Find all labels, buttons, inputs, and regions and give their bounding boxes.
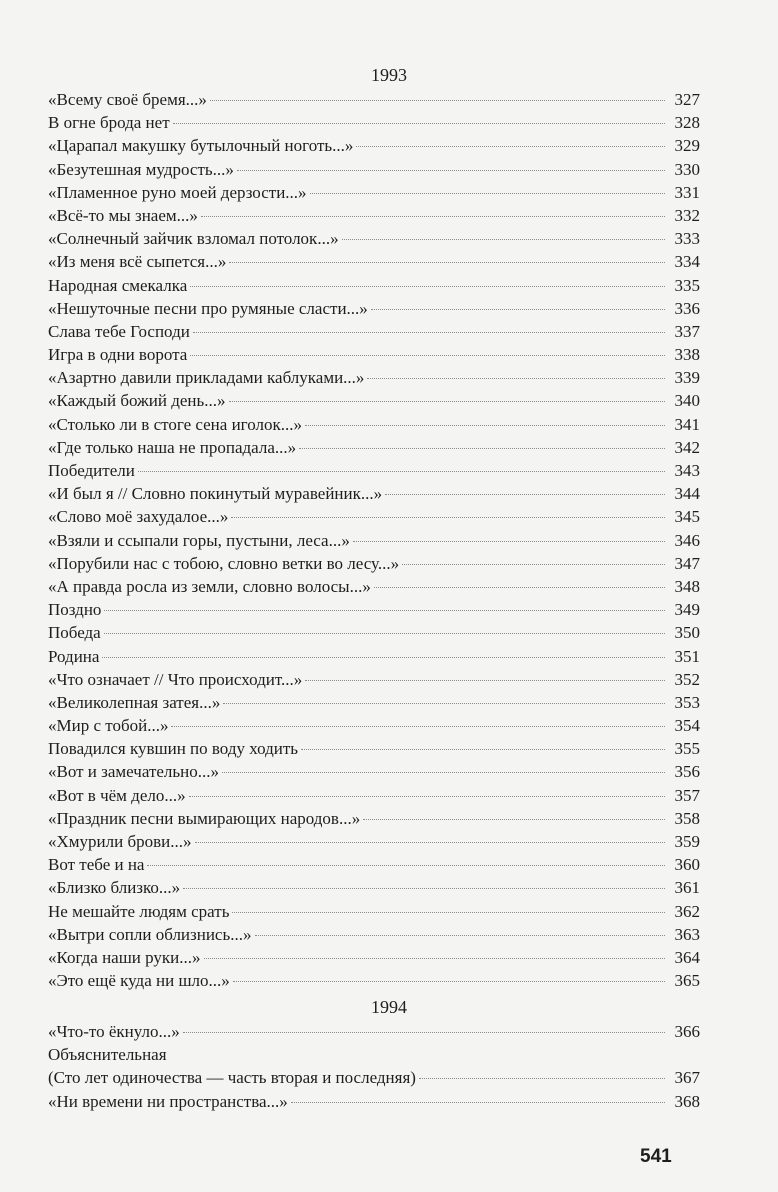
entry-title: «Царапал макушку бутылочный ноготь...»	[48, 136, 354, 156]
entry-title: «Когда наши руки...»	[48, 947, 201, 967]
entry-page-number: 362	[674, 901, 700, 921]
entry-page-number: 341	[674, 414, 700, 434]
entry-page-number: 361	[674, 878, 700, 898]
toc-entry	[48, 343, 700, 366]
toc-entry	[48, 598, 700, 621]
entry-page-number: 354	[674, 716, 700, 736]
entry-page-number: 335	[674, 275, 700, 295]
entry-title: «Столько ли в стоге сена иголок...»	[48, 414, 302, 434]
dot-leader	[183, 888, 665, 889]
toc-entry	[48, 111, 700, 134]
entry-page-number: 360	[674, 855, 700, 875]
dot-leader	[104, 610, 665, 611]
dot-leader	[255, 935, 666, 936]
entry-title: «Ни времени ни пространства...»	[48, 1091, 288, 1111]
toc-entry	[48, 227, 700, 250]
dot-leader	[138, 471, 665, 472]
entry-title: Повадился кувшин по воду ходить	[48, 739, 299, 759]
entry-title: «Вот в чём дело...»	[48, 785, 186, 805]
dot-leader	[385, 494, 665, 495]
entry-page-number: 344	[674, 484, 700, 504]
entry-page-number: 368	[674, 1091, 700, 1111]
toc-entry	[48, 737, 700, 760]
toc-entry	[48, 1066, 700, 1089]
toc-entry	[48, 668, 700, 691]
dot-leader	[204, 958, 665, 959]
toc-entry	[48, 969, 700, 992]
dot-leader	[356, 146, 665, 147]
entry-page-number: 349	[674, 600, 700, 620]
toc-entry	[48, 1090, 700, 1113]
dot-leader	[291, 1102, 665, 1103]
toc-list-1993	[48, 88, 700, 992]
entry-title: «Солнечный зайчик взломал потолок...»	[48, 229, 339, 249]
toc-entry	[48, 784, 700, 807]
entry-title: «Всё-то мы знаем...»	[48, 205, 198, 225]
entry-page-number: 340	[674, 391, 700, 411]
dot-leader	[190, 355, 665, 356]
dot-leader	[171, 726, 665, 727]
entry-title: Поздно	[48, 600, 102, 620]
entry-page-number: 334	[674, 252, 700, 272]
dot-leader	[305, 425, 665, 426]
entry-page-number: 351	[674, 646, 700, 666]
dot-leader	[189, 796, 665, 797]
entry-title: «Вытри сопли облизнись...»	[48, 924, 252, 944]
entry-page-number: 347	[674, 553, 700, 573]
entry-title: «Что означает // Что происходит...»	[48, 669, 303, 689]
entry-title: «Нешуточные песни про румяные сласти...»	[48, 298, 368, 318]
toc-entry	[48, 366, 700, 389]
entry-title: «Из меня всё сыпется...»	[48, 252, 227, 272]
entry-title: Родина	[48, 646, 100, 666]
entry-title: Вот тебе и на	[48, 855, 145, 875]
toc-entry	[48, 274, 700, 297]
entry-title: В огне брода нет	[48, 113, 170, 133]
entry-page-number: 337	[674, 321, 700, 341]
entry-title: «И был я // Словно покинутый муравейник...»	[48, 484, 383, 504]
toc-entry	[48, 1043, 700, 1066]
entry-title: «Хмурили брови...»	[48, 832, 192, 851]
entry-page-number: 350	[674, 623, 700, 643]
dot-leader	[419, 1078, 665, 1079]
dot-leader	[402, 564, 665, 565]
dot-leader	[183, 1032, 665, 1033]
dot-leader	[104, 633, 665, 634]
entry-page-number: 345	[674, 507, 700, 527]
dot-leader	[229, 262, 665, 263]
entry-page-number: 339	[674, 368, 700, 388]
entry-page-number: 365	[674, 971, 700, 991]
entry-page-number: 343	[674, 461, 700, 480]
entry-title: Не мешайте людям срать	[48, 901, 230, 921]
entry-page-number: 331	[674, 182, 700, 202]
entry-title: Объяснительная	[48, 1045, 167, 1065]
toc-entry	[48, 760, 700, 783]
entry-page-number: 342	[674, 437, 700, 457]
dot-leader	[233, 981, 665, 982]
entry-page-number: 338	[674, 345, 700, 365]
toc-entry	[48, 482, 700, 505]
dot-leader	[190, 286, 665, 287]
toc-entry	[48, 1020, 700, 1043]
dot-leader	[367, 378, 665, 379]
toc-entry	[48, 853, 700, 876]
dot-leader	[299, 448, 665, 449]
entry-page-number: 358	[674, 808, 700, 828]
dot-leader	[223, 703, 665, 704]
toc-entry	[48, 88, 700, 111]
toc-entry	[48, 413, 700, 436]
entry-title: «Близко близко...»	[48, 878, 181, 898]
dot-leader	[353, 541, 665, 542]
dot-leader	[147, 865, 665, 866]
entry-page-number: 359	[674, 832, 700, 851]
toc-list-1994	[48, 1020, 700, 1113]
entry-page-number: 327	[674, 90, 700, 109]
dot-leader	[301, 749, 665, 750]
toc-entry	[48, 158, 700, 181]
entry-title: «Что-то ёкнуло...»	[48, 1022, 180, 1041]
dot-leader	[237, 170, 665, 171]
entry-title: «Праздник песни вымирающих народов...»	[48, 808, 361, 828]
entry-title: «Мир с тобой...»	[48, 716, 169, 736]
toc-entry	[48, 714, 700, 737]
toc-entry	[48, 552, 700, 575]
toc-entry	[48, 250, 700, 273]
entry-page-number: 363	[674, 924, 700, 944]
entry-title: Народная смекалка	[48, 275, 188, 295]
entry-page-number: 364	[674, 947, 700, 967]
dot-leader	[210, 100, 665, 101]
entry-title: Слава тебе Господи	[48, 321, 190, 341]
dot-leader	[173, 123, 665, 124]
entry-page-number: 332	[674, 205, 700, 225]
toc-entry	[48, 876, 700, 899]
toc-entry	[48, 505, 700, 528]
entry-page-number: 346	[674, 530, 700, 550]
dot-leader	[193, 332, 665, 333]
toc-entry	[48, 923, 700, 946]
toc-entry	[48, 436, 700, 459]
toc-entry	[48, 575, 700, 598]
entry-title: «Слово моё захудалое...»	[48, 507, 229, 527]
entry-title: «Взяли и ссыпали горы, пустыни, леса...»	[48, 530, 350, 550]
entry-page-number: 355	[674, 739, 700, 759]
entry-title: «Азартно давили прикладами каблуками...»	[48, 368, 365, 388]
entry-title: «Каждый божий день...»	[48, 391, 226, 411]
dot-leader	[229, 401, 665, 402]
toc-entry	[48, 389, 700, 412]
entry-title: Игра в одни ворота	[48, 345, 188, 365]
entry-title: «Безутешная мудрость...»	[48, 159, 234, 179]
entry-page-number: 367	[674, 1068, 700, 1088]
dot-leader	[342, 239, 665, 240]
entry-page-number: 366	[674, 1022, 700, 1041]
entry-page-number: 328	[674, 113, 700, 133]
entry-page-number: 353	[674, 692, 700, 712]
toc-entry	[48, 645, 700, 668]
entry-page-number: 330	[674, 159, 700, 179]
entry-page-number: 336	[674, 298, 700, 318]
toc-entry	[48, 946, 700, 969]
toc-entry	[48, 691, 700, 714]
dot-leader	[310, 193, 665, 194]
toc-entry	[48, 297, 700, 320]
toc-entry	[48, 807, 700, 830]
toc-entry	[48, 459, 700, 482]
entry-title: «Всему своё бремя...»	[48, 90, 207, 109]
toc-entry	[48, 621, 700, 644]
toc-entry	[48, 134, 700, 157]
dot-leader	[201, 216, 665, 217]
entry-page-number: 333	[674, 229, 700, 249]
section-year-1994: 1994	[371, 997, 407, 1017]
entry-title: «Великолепная затея...»	[48, 692, 221, 712]
entry-title: «А правда росла из земли, словно волосы...»	[48, 576, 371, 596]
entry-title: Победа	[48, 623, 101, 643]
dot-leader	[102, 657, 665, 658]
entry-page-number: 348	[674, 576, 700, 596]
entry-title: (Сто лет одиночества — часть вторая и последняя)	[48, 1068, 416, 1088]
toc-entry	[48, 181, 700, 204]
section-year-1993: 1993	[371, 65, 407, 85]
entry-title: «Вот и замечательно...»	[48, 762, 219, 782]
toc-entry	[48, 830, 700, 853]
entry-page-number: 357	[674, 785, 700, 805]
dot-leader	[371, 309, 665, 310]
toc-entry	[48, 529, 700, 552]
dot-leader	[305, 680, 665, 681]
dot-leader	[231, 517, 665, 518]
entry-page-number: 352	[674, 669, 700, 689]
entry-title: «Это ещё куда ни шло...»	[48, 971, 230, 991]
entry-page-number: 356	[674, 762, 700, 782]
entry-title: Победители	[48, 461, 135, 480]
toc-entry	[48, 900, 700, 923]
toc-entry	[48, 204, 700, 227]
entry-title: «Пламенное руно моей дерзости...»	[48, 182, 307, 202]
page-number: 541	[640, 1146, 672, 1167]
dot-leader	[222, 772, 665, 773]
entry-title: «Порубили нас с тобою, словно ветки во лесу...»	[48, 553, 400, 573]
dot-leader	[374, 587, 665, 588]
entry-title: «Где только наша не пропадала...»	[48, 437, 297, 457]
dot-leader	[195, 842, 666, 843]
toc-entry	[48, 320, 700, 343]
dot-leader	[232, 912, 665, 913]
dot-leader	[363, 819, 665, 820]
entry-page-number: 329	[674, 136, 700, 156]
